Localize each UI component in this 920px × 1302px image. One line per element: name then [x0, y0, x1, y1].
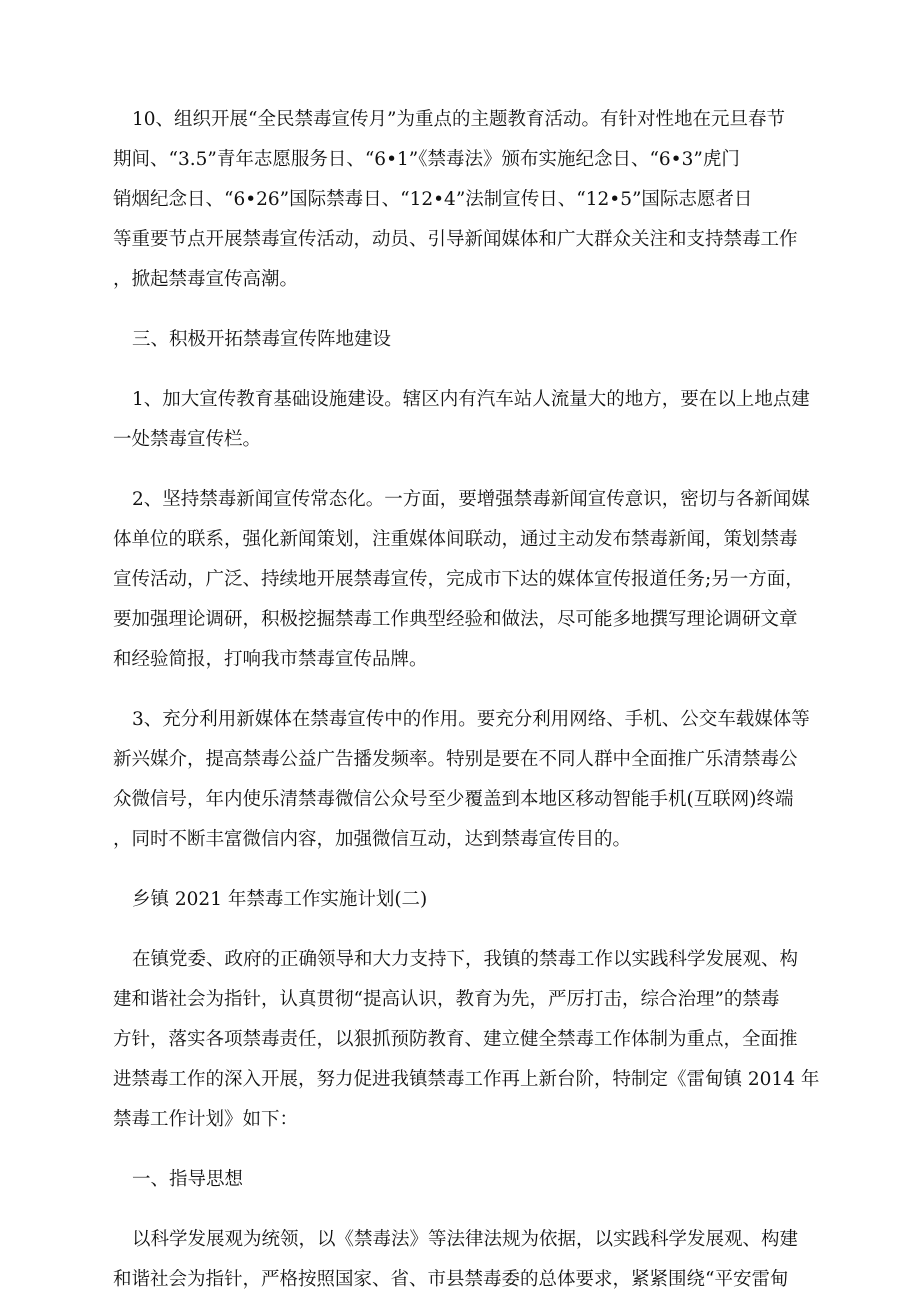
paragraph-spacer [113, 680, 813, 700]
paragraph-line: 和经验简报，打响我市禁毒宣传品牌。 [113, 649, 428, 670]
heading-line: 三、积极开拓禁毒宣传阵地建设 [132, 329, 392, 350]
paragraph-line: 要加强理论调研，积极挖掘禁毒工作典型经验和做法，尽可能多地撰写理论调研文章 [113, 609, 798, 630]
paragraph-spacer [113, 460, 813, 480]
paragraph-spacer [113, 1140, 813, 1160]
heading-line: 一、指导思想 [132, 1169, 244, 1190]
paragraph-spacer [113, 860, 813, 880]
paragraph-spacer [113, 920, 813, 940]
section-heading-1 [113, 1160, 813, 1200]
paragraph-line: 进禁毒工作的深入开展，努力促进我镇禁毒工作再上新台阶，特制定《雷甸镇 2014 年 [113, 1069, 820, 1090]
paragraph-item-1 [113, 380, 813, 460]
paragraph-spacer [113, 360, 813, 380]
paragraph-line: 3、充分利用新媒体在禁毒宣传中的作用。要充分利用网络、手机、公交车载媒体等 [132, 709, 810, 730]
paragraph-line: 1、加大宣传教育基础设施建设。辖区内有汽车站人流量大的地方，要在以上地点建 [132, 389, 810, 410]
paragraph-line: 体单位的联系，强化新闻策划，注重媒体间联动，通过主动发布禁毒新闻，策划禁毒 [113, 529, 798, 550]
paragraph-line: 众微信号，年内使乐清禁毒微信公众号至少覆盖到本地区移动智能手机(互联网)终端 [113, 789, 794, 810]
document-body [113, 100, 820, 1300]
heading-line: 乡镇 2021 年禁毒工作实施计划(二) [132, 889, 428, 910]
paragraph-line: 期间、“3.5”青年志愿服务日、“6•1”《禁毒法》颁布实施纪念日、“6•3”虎门 [113, 149, 740, 170]
paragraph-item-10 [113, 100, 813, 300]
paragraph-line: 建和谐社会为指针，认真贯彻“提高认识，教育为先，严厉打击，综合治理”的禁毒 [113, 989, 780, 1010]
document-subtitle [113, 880, 813, 920]
paragraph-line: 和谐社会为指针，严格按照国家、省、市县禁毒委的总体要求，紧紧围绕“平安雷甸 [113, 1269, 789, 1290]
paragraph-line: 宣传活动，广泛、持续地开展禁毒宣传，完成市下达的媒体宣传报道任务;另一方面， [113, 569, 804, 590]
paragraph-line: 销烟纪念日、“6•26”国际禁毒日、“12•4”法制宣传日、“12•5”国际志愿者日 [113, 189, 753, 210]
paragraph-line: 以科学发展观为统领，以《禁毒法》等法律法规为依据，以实践科学发展观、构建 [132, 1229, 799, 1250]
paragraph-intro [113, 940, 820, 1140]
paragraph-line: 方针，落实各项禁毒责任，以狠抓预防教育、建立健全禁毒工作体制为重点，全面推 [113, 1029, 798, 1050]
paragraph-line: 等重要节点开展禁毒宣传活动，动员、引导新闻媒体和广大群众关注和支持禁毒工作 [113, 229, 798, 250]
paragraph-line: 一处禁毒宣传栏。 [113, 429, 262, 450]
paragraph-item-2 [113, 480, 813, 680]
paragraph-line: ，同时不断丰富微信内容，加强微信互动，达到禁毒宣传目的。 [113, 829, 632, 850]
paragraph-spacer [113, 300, 813, 320]
paragraph-spacer [113, 1200, 813, 1220]
section-heading-3 [113, 320, 813, 360]
paragraph-line: 10、组织开展“全民禁毒宣传月”为重点的主题教育活动。有针对性地在元旦春节 [132, 109, 785, 130]
paragraph-guiding-ideology [113, 1220, 813, 1300]
paragraph-line: ，掀起禁毒宣传高潮。 [113, 269, 299, 290]
paragraph-line: 在镇党委、政府的正确领导和大力支持下，我镇的禁毒工作以实践科学发展观、构 [132, 949, 799, 970]
paragraph-line: 2、坚持禁毒新闻宣传常态化。一方面，要增强禁毒新闻宣传意识，密切与各新闻媒 [132, 489, 810, 510]
paragraph-item-3 [113, 700, 813, 860]
paragraph-line: 新兴媒介，提高禁毒公益广告播发频率。特别是要在不同人群中全面推广乐清禁毒公 [113, 749, 798, 770]
paragraph-line: 禁毒工作计划》如下： [113, 1109, 299, 1130]
